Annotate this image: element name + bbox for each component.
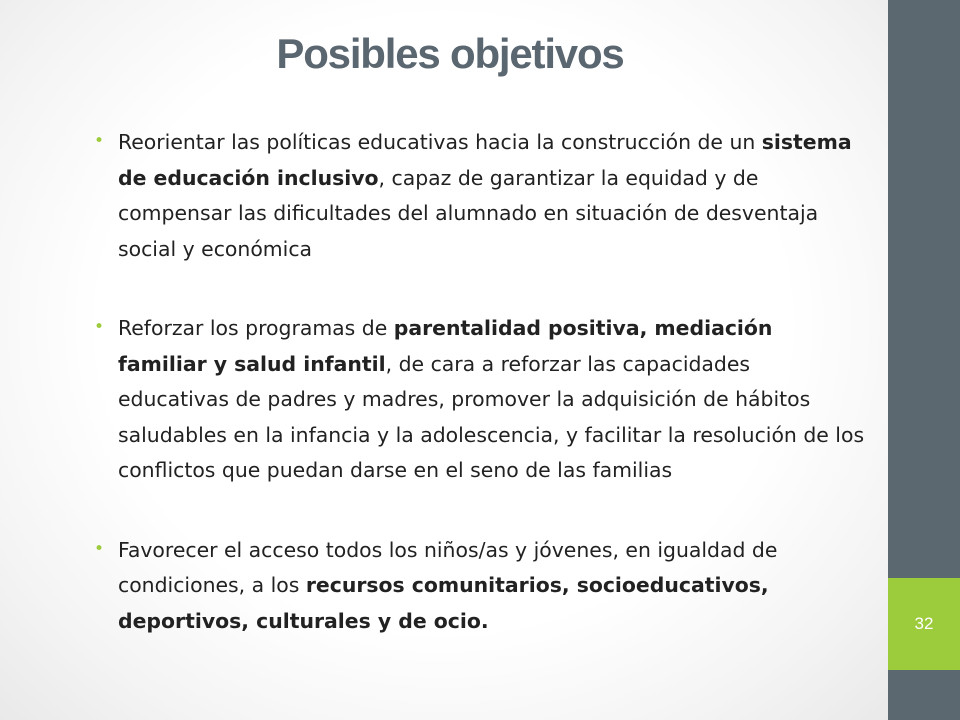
slide-title: Posibles objetivos — [276, 30, 624, 77]
page-number: 32 — [914, 614, 934, 633]
bullet-text: , de cara a reforzar las capacidades educativas de padres y madres, promover la adquisición de hábitos saludables en la infancia y la adolescencia, y facilitar la resolución de los conflictos que puedan darse en el seno de las familias — [118, 351, 865, 482]
bullet-text: Reforzar los programas de — [118, 316, 394, 340]
bullet-dot-icon: • — [94, 317, 105, 337]
bullet-list — [92, 125, 867, 639]
bullet-text: Favorecer el acceso todos los niños/as y jóvenes, en igualdad de condiciones, a los — [118, 537, 778, 597]
page-number-badge — [888, 578, 960, 670]
bullet-emphasis: sistema de educación inclusivo — [118, 130, 852, 190]
bullet-text: Reorientar las políticas educativas hacia la construcción de un — [118, 130, 762, 154]
bullet-dot-icon: • — [94, 538, 105, 559]
bullet-emphasis: recursos comunitarios, socioeducativos, deportivos, culturales y de ocio. — [118, 573, 769, 633]
bullet-emphasis: parentalidad positiva, mediación familiar y salud infantil — [118, 316, 773, 376]
bullet-dot-icon: • — [94, 131, 105, 151]
bullet-item — [92, 125, 867, 267]
bullet-item — [92, 533, 867, 640]
bullet-text: , capaz de garantizar la equidad y de compensar las dificultades del alumnado en situación de desventaja social y económica — [118, 165, 819, 261]
bullet-item — [92, 311, 867, 489]
